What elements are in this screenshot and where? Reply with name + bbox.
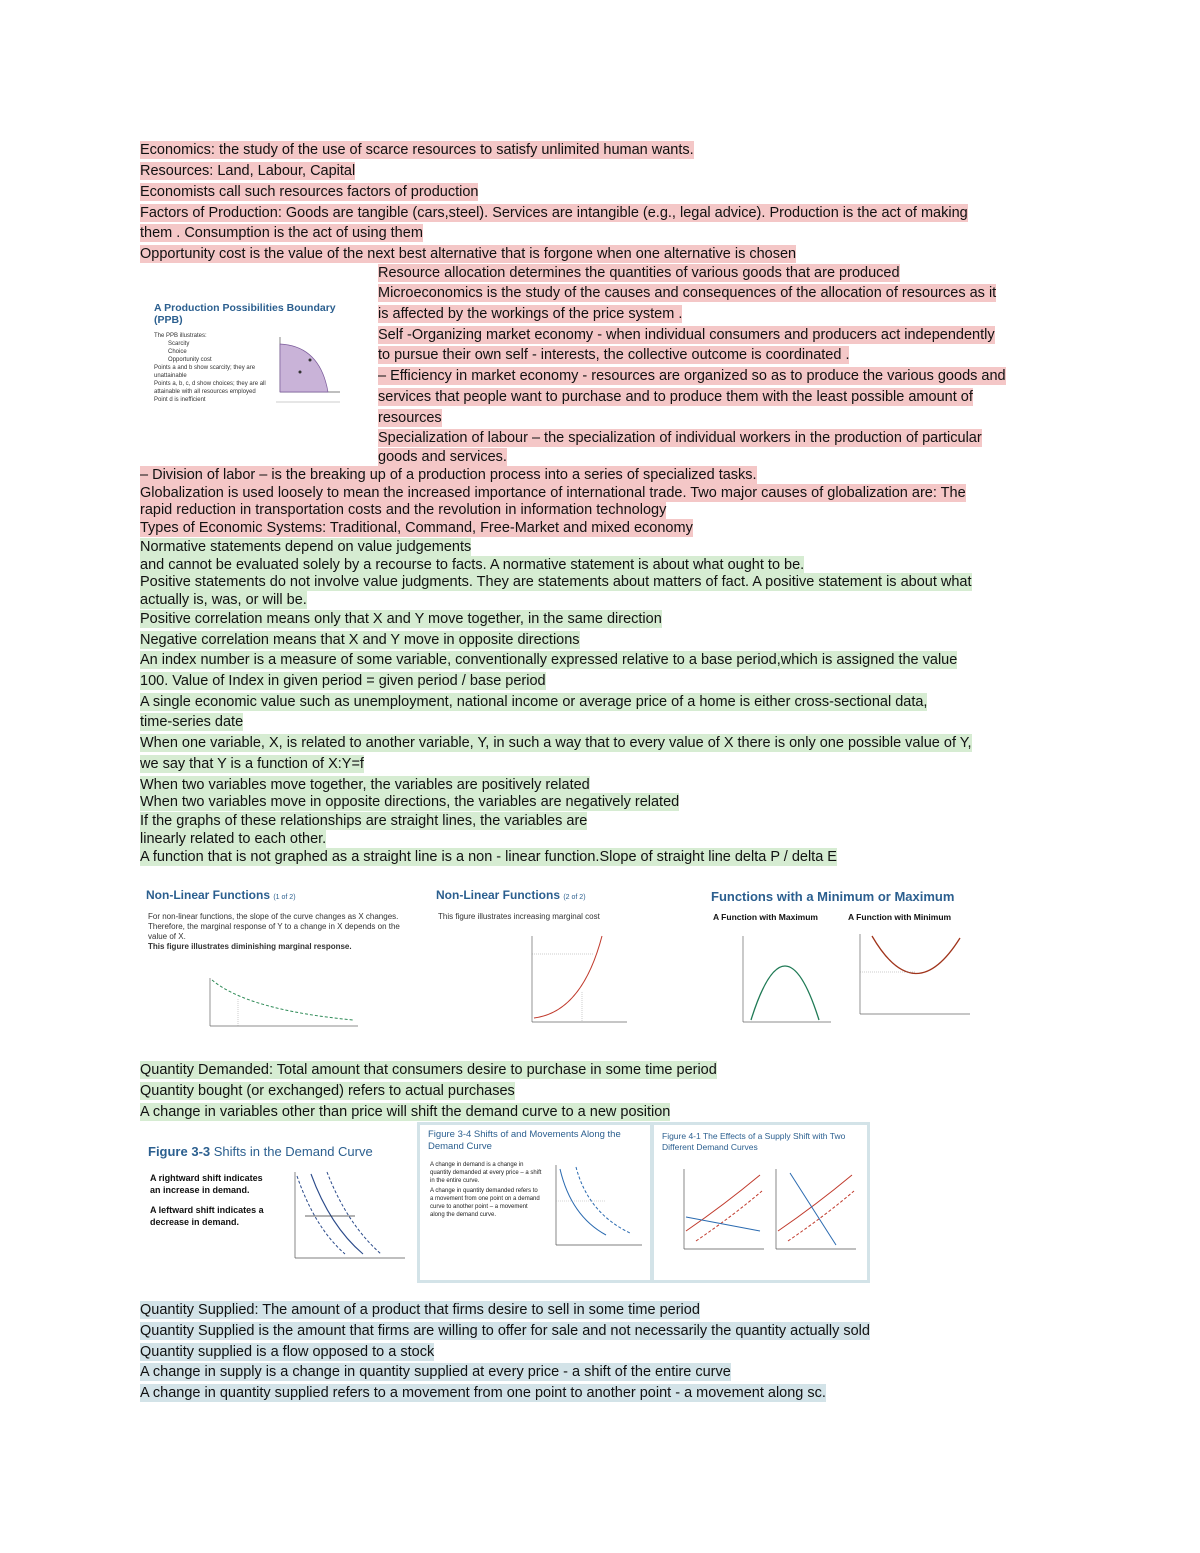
text-microeconomics: Microeconomics is the study of the causes and consequences of the allocation of resources as it <box>378 285 997 301</box>
figure-3-3-bullet: A rightward shift indicates an increase in demand. <box>150 1173 263 1195</box>
text-index-number: An index number is a measure of some variable, conventionally expressed relative to a base period,which is assigned the value <box>140 652 958 668</box>
ppb-bullet: Scarcity <box>168 341 190 347</box>
figure-4-1-title: Figure 4-1 The Effects of a Supply Shift with Two Different Demand Curves <box>662 1131 846 1152</box>
min-max-slide <box>705 882 980 1037</box>
text-normative: Normative statements depend on value judgements <box>140 539 472 555</box>
text-positive-correlation: Positive correlation means only that X and Y move together, in the same direction <box>140 611 662 627</box>
ppb-bullet: Choice <box>168 349 187 355</box>
text-demand-shift: A change in variables other than price will shift the demand curve to a new position <box>140 1104 671 1120</box>
ppb-bullet: Point d is inefficient <box>154 397 206 403</box>
non-linear-slide-1 <box>140 882 415 1037</box>
text-economic-value-cont: time-series date <box>140 714 244 730</box>
figure-3-4-title: Figure 3-4 Shifts of and Movements Along the Demand Curve <box>428 1129 621 1152</box>
ppb-bullet: The PPB illustrates: <box>154 333 207 339</box>
text-positive-statements: Positive statements do not involve value judgments. They are statements about matters of fact. A positive statement is about what <box>140 574 972 590</box>
ppb-bullet-list <box>154 332 266 404</box>
text-economic-value: A single economic value such as unemployment, national income or average price of a home is either cross-sectional data, <box>140 694 928 710</box>
ppb-diagram <box>270 332 360 422</box>
text-change-in-supply: A change in supply is a change in quantity supplied at every price - a shift of the entire curve <box>140 1364 731 1380</box>
ppb-slide <box>150 296 370 446</box>
text-positive-statements-cont: actually is, was, or will be. <box>140 592 307 608</box>
text-self-organizing: Self -Organizing market economy - when individual consumers and producers act independently <box>378 327 995 343</box>
non-linear-2-bullets <box>438 912 688 922</box>
text-resources: Resources: Land, Labour, Capital <box>140 163 356 179</box>
text-specialization-cont: goods and services. <box>378 449 507 465</box>
text-specialization: Specialization of labour – the specialization of individual workers in the production of particular <box>378 430 982 446</box>
text-self-organizing-cont: to pursue their own self - interests, the collective outcome is coordinated . <box>378 347 850 363</box>
ppb-slide-title: A Production Possibilities Boundary (PPB) <box>154 302 336 326</box>
max-function-label: A Function with Maximum <box>713 912 818 922</box>
non-linear-2-title: Non-Linear Functions (2 of 2) <box>436 888 586 902</box>
figure-3-3-bullets <box>150 1172 268 1228</box>
figure-3-4-bullet: A change in demand is a change in quantity demanded at every price – a shift in the entire curve. <box>430 1162 542 1184</box>
text-efficiency-cont2: resources <box>378 410 442 426</box>
supply-shift-graph-b <box>766 1165 861 1265</box>
text-linearly-related-cont: linearly related to each other. <box>140 831 327 847</box>
text-consumption: them . Consumption is the act of using them <box>140 225 423 241</box>
text-quantity-supplied: Quantity Supplied: The amount of a product that firms desire to sell in some time period <box>140 1302 700 1318</box>
text-efficiency: – Efficiency in market economy - resources are organized so as to produce the various goods and <box>378 368 1006 384</box>
text-microeconomics-cont: is affected by the workings of the price system . <box>378 306 683 322</box>
text-non-linear-function: A function that is not graphed as a straight line is a non - linear function.Slope of straight line delta P / delta E <box>140 849 837 865</box>
text-linearly-related: If the graphs of these relationships are straight lines, the variables are <box>140 813 588 829</box>
non-linear-slide-2 <box>430 882 695 1037</box>
text-factors-of-production: Economists call such resources factors of production <box>140 184 479 200</box>
text-function-definition-cont: we say that Y is a function of X:Y=f <box>140 756 364 772</box>
ppb-bullet: Points a, b, c, d show choices; they are all attainable with all resources employed <box>154 381 266 395</box>
figure-3-4-bullets <box>430 1161 542 1219</box>
figure-3-3-bullet: A leftward shift indicates a decrease in demand. <box>150 1205 264 1227</box>
figure-3-3-slide <box>140 1130 410 1275</box>
min-function-label: A Function with Minimum <box>848 912 952 922</box>
text-globalization: Globalization is used loosely to mean the increased importance of international trade. Two major causes of globalization are: The <box>140 485 966 501</box>
min-function-graph <box>850 930 975 1030</box>
figure-3-4-slide <box>417 1122 653 1283</box>
text-quantity-bought: Quantity bought (or exchanged) refers to actual purchases <box>140 1083 515 1099</box>
text-economic-systems: Types of Economic Systems: Traditional, Command, Free-Market and mixed economy <box>140 520 693 536</box>
text-division-of-labor: – Division of labor – is the breaking up of a production process into a series of specialized tasks. <box>140 467 757 483</box>
text-function-definition: When one variable, X, is related to another variable, Y, in such a way that to every value of X there is only one possible value of Y, <box>140 735 972 751</box>
demand-movement-graph <box>546 1161 646 1261</box>
max-function-graph <box>713 932 833 1032</box>
figure-3-4-bullet: A change in quantity demanded refers to a movement from one point on a demand curve to another point – a movement along the demand curve. <box>430 1188 540 1218</box>
figure-4-1-slide <box>651 1122 870 1283</box>
text-efficiency-cont: services that people want to purchase and to produce them with the least possible amount of <box>378 389 973 405</box>
text-resource-allocation: Resource allocation determines the quantities of various goods that are produced <box>378 265 900 281</box>
text-normative-cont: and cannot be evaluated solely by a recourse to facts. A normative statement is about what ought to be. <box>140 557 805 573</box>
supply-shift-graph-a <box>674 1165 769 1265</box>
text-change-in-quantity-supplied: A change in quantity supplied refers to a movement from one point to another point - a movement along sc. <box>140 1385 826 1401</box>
text-negatively-related: When two variables move in opposite directions, the variables are negatively related <box>140 794 680 810</box>
text-opportunity-cost: Opportunity cost is the value of the next best alternative that is forgone when one alternative is chosen <box>140 246 797 262</box>
text-globalization-cont: rapid reduction in transportation costs and the revolution in information technology <box>140 502 667 518</box>
text-quantity-supplied-flow: Quantity supplied is a flow opposed to a stock <box>140 1344 435 1360</box>
non-linear-1-title: Non-Linear Functions (1 of 2) <box>146 888 296 902</box>
text-goods-services: Factors of Production: Goods are tangible (cars,steel). Services are intangible (e.g., legal advice). Production is the act of making <box>140 205 968 221</box>
diminishing-response-graph <box>198 974 368 1034</box>
demand-shift-graph <box>285 1168 410 1273</box>
text-quantity-demanded: Quantity Demanded: Total amount that consumers desire to purchase in some time period <box>140 1062 717 1078</box>
non-linear-2-bullet: This figure illustrates increasing marginal cost <box>438 912 600 921</box>
text-quantity-supplied-offer: Quantity Supplied is the amount that firms are willing to offer for sale and not necessarily the quantity actually sold <box>140 1323 870 1339</box>
ppb-bullet: Points a and b show scarcity; they are unattainable <box>154 365 256 379</box>
ppb-bullet: Opportunity cost <box>168 357 212 363</box>
figure-3-3-title: Figure 3-3 Shifts in the Demand Curve <box>148 1144 373 1159</box>
text-positively-related: When two variables move together, the variables are positively related <box>140 777 590 793</box>
text-index-number-cont: 100. Value of Index in given period = given period / base period <box>140 673 546 689</box>
increasing-cost-graph <box>522 932 632 1032</box>
non-linear-1-bullet: For non-linear functions, the slope of the curve changes as X changes. Therefore, the marginal response of Y to a change in X depends on the value of X. <box>148 912 400 941</box>
text-economics-definition: Economics: the study of the use of scarce resources to satisfy unlimited human wants. <box>140 142 694 158</box>
non-linear-1-bullets <box>148 912 410 952</box>
text-negative-correlation: Negative correlation means that X and Y move in opposite directions <box>140 632 580 648</box>
non-linear-1-bullet: This figure illustrates diminishing marginal response. <box>148 942 352 951</box>
min-max-title: Functions with a Minimum or Maximum <box>711 889 955 904</box>
